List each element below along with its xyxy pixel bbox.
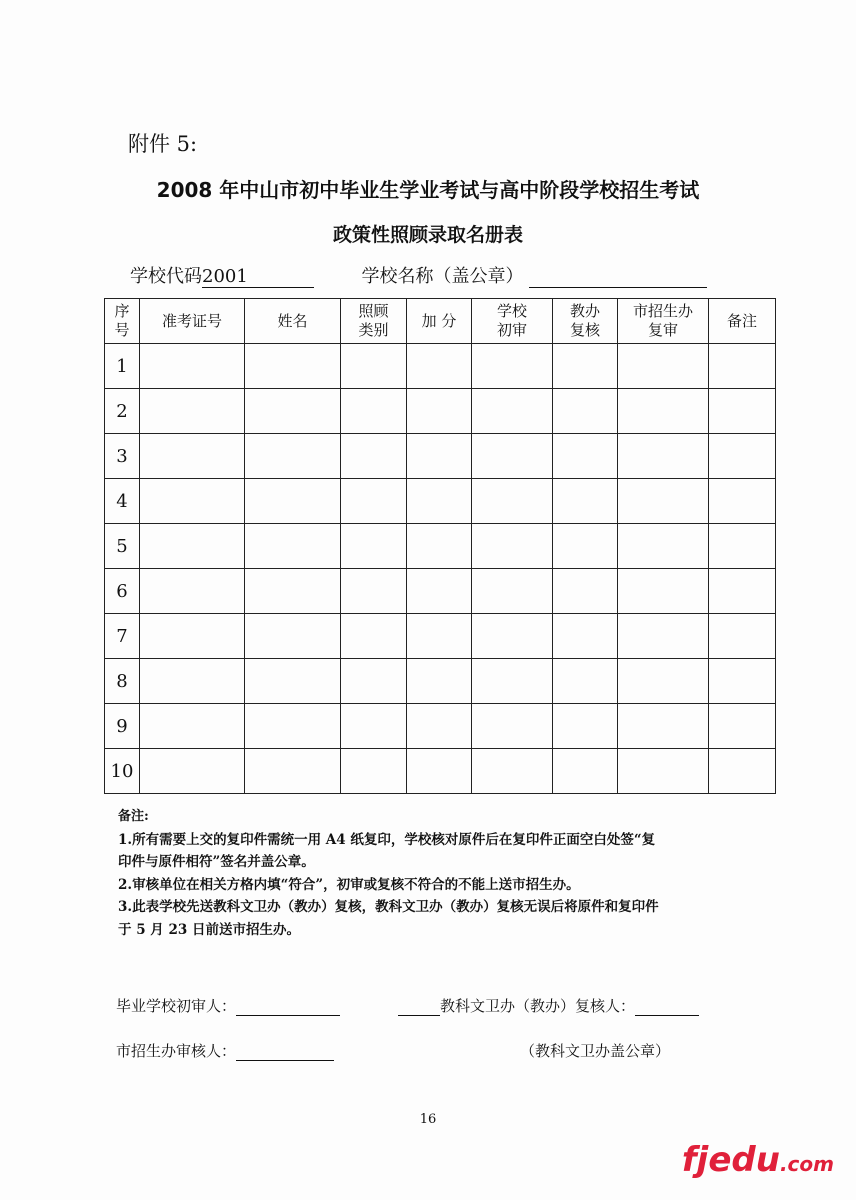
table-cell <box>553 659 618 704</box>
table-cell <box>140 614 245 659</box>
admission-table <box>104 298 776 794</box>
table-cell <box>407 614 472 659</box>
table-row <box>105 659 776 704</box>
bureau-reviewer-blank <box>635 999 699 1016</box>
table-cell <box>245 614 341 659</box>
table-cell <box>553 389 618 434</box>
table-cell <box>553 614 618 659</box>
table-cell <box>407 749 472 794</box>
table-cell <box>472 704 553 749</box>
school-reviewer-label: 毕业学校初审人： <box>116 997 237 1015</box>
table-cell <box>472 389 553 434</box>
column-header-text: 准考证号 <box>161 311 222 330</box>
table-cell <box>709 704 776 749</box>
table-cell <box>407 479 472 524</box>
column-header-text: 复审 <box>647 321 678 339</box>
school-code-value: 2001 <box>202 266 248 287</box>
table-cell <box>618 659 709 704</box>
column-header-text: 教办 <box>569 302 600 320</box>
table-cell <box>140 569 245 614</box>
table-cell <box>472 659 553 704</box>
column-header <box>140 299 245 344</box>
table-cell <box>140 659 245 704</box>
table-cell <box>245 479 341 524</box>
table-cell <box>245 704 341 749</box>
city-reviewer-line <box>116 1040 334 1061</box>
table-cell <box>140 344 245 389</box>
table-row <box>105 524 776 569</box>
row-number: 9 <box>105 704 140 749</box>
school-code-label: 学校代码 <box>130 266 202 287</box>
table-cell <box>618 614 709 659</box>
table-cell <box>553 749 618 794</box>
column-header-text: 备注 <box>726 311 757 330</box>
table-cell <box>341 479 407 524</box>
column-header <box>245 299 341 344</box>
row-number: 10 <box>105 749 140 794</box>
table-cell <box>407 434 472 479</box>
table-cell <box>709 659 776 704</box>
table-cell <box>553 344 618 389</box>
table-cell <box>140 524 245 569</box>
table-cell <box>553 569 618 614</box>
table-cell <box>472 344 553 389</box>
table-header-row <box>105 299 776 344</box>
table-row <box>105 749 776 794</box>
table-cell <box>709 614 776 659</box>
table-cell <box>472 614 553 659</box>
table-cell <box>618 524 709 569</box>
school-info-line <box>130 262 707 288</box>
attachment-label: 附件 5: <box>128 132 198 156</box>
table-row <box>105 479 776 524</box>
school-code-field <box>202 266 314 288</box>
table-row <box>105 389 776 434</box>
school-name-field <box>529 269 707 288</box>
row-number: 7 <box>105 614 140 659</box>
table-cell <box>618 344 709 389</box>
title-line-2: 政策性照顾录取名册表 <box>332 224 523 246</box>
column-header-text: 复核 <box>569 321 600 339</box>
bureau-stamp-note: （教科文卫办盖公章） <box>520 1042 671 1060</box>
table-cell <box>245 344 341 389</box>
table-cell <box>472 479 553 524</box>
table-cell <box>472 524 553 569</box>
table-cell <box>709 569 776 614</box>
table-cell <box>245 524 341 569</box>
table-cell <box>341 749 407 794</box>
table-row <box>105 344 776 389</box>
title-line-1: 2008 年中山市初中毕业生学业考试与高中阶段学校招生考试 <box>156 178 700 202</box>
column-header <box>472 299 553 344</box>
note-line: 印件与原件相符”签名并盖公章。 <box>118 854 315 870</box>
table-cell <box>472 434 553 479</box>
table-cell <box>553 434 618 479</box>
note-line: 1.所有需要上交的复印件需统一用 A4 纸复印，学校核对原件后在复印件正面空白处签“复 <box>118 831 656 848</box>
table-row <box>105 704 776 749</box>
table-cell <box>245 569 341 614</box>
column-header-text: 姓名 <box>277 311 308 330</box>
column-header <box>341 299 407 344</box>
table-cell <box>341 614 407 659</box>
watermark-logo: fjedu.com <box>681 1140 834 1180</box>
row-number: 3 <box>105 434 140 479</box>
column-header-text: 市招生办 <box>632 302 693 320</box>
table-cell <box>140 704 245 749</box>
city-reviewer-label: 市招生办审核人： <box>116 1042 237 1060</box>
table-cell <box>472 749 553 794</box>
school-reviewer-blank <box>236 999 340 1016</box>
row-number: 8 <box>105 659 140 704</box>
table-cell <box>341 704 407 749</box>
table-cell <box>553 479 618 524</box>
table-cell <box>709 389 776 434</box>
table-cell <box>245 434 341 479</box>
table-cell <box>140 434 245 479</box>
table-cell <box>407 344 472 389</box>
table-cell <box>341 659 407 704</box>
note-line: 2.审核单位在相关方格内填“符合”，初审或复核不符合的不能上送市招生办。 <box>118 876 580 893</box>
column-header <box>618 299 709 344</box>
table-cell <box>407 569 472 614</box>
row-number: 5 <box>105 524 140 569</box>
table-cell <box>618 569 709 614</box>
column-header <box>553 299 618 344</box>
column-header-text: 号 <box>114 321 130 339</box>
column-header-text: 加 分 <box>421 311 457 330</box>
table-row <box>105 569 776 614</box>
row-number: 1 <box>105 344 140 389</box>
column-header-text: 照顾 <box>358 302 389 320</box>
table-cell <box>245 659 341 704</box>
column-header <box>709 299 776 344</box>
note-line: 于 5 月 23 日前送市招生办。 <box>118 921 300 938</box>
table-cell <box>341 569 407 614</box>
table-cell <box>341 389 407 434</box>
table-cell <box>618 749 709 794</box>
table-cell <box>709 524 776 569</box>
city-reviewer-blank <box>236 1044 334 1061</box>
table-cell <box>709 479 776 524</box>
table-cell <box>618 434 709 479</box>
notes-section <box>118 806 659 941</box>
table-cell <box>341 434 407 479</box>
table-cell <box>618 389 709 434</box>
notes-heading: 备注: <box>118 809 149 824</box>
table-cell <box>407 704 472 749</box>
column-header-text: 初审 <box>496 321 527 339</box>
column-header <box>105 299 140 344</box>
column-header-text: 类别 <box>358 321 389 339</box>
table-row <box>105 434 776 479</box>
row-number: 6 <box>105 569 140 614</box>
column-header-text: 序 <box>114 302 130 320</box>
table-cell <box>140 479 245 524</box>
table-cell <box>245 749 341 794</box>
row-number: 2 <box>105 389 140 434</box>
table-row <box>105 614 776 659</box>
bureau-prefix-blank <box>398 999 440 1016</box>
column-header <box>407 299 472 344</box>
table-cell <box>709 749 776 794</box>
table-cell <box>618 704 709 749</box>
table-cell <box>341 344 407 389</box>
school-name-label: 学校名称（盖公章） <box>361 266 524 287</box>
row-number: 4 <box>105 479 140 524</box>
page-number: 16 <box>419 1112 437 1127</box>
table-cell <box>407 524 472 569</box>
table-cell <box>140 749 245 794</box>
bureau-reviewer-line <box>398 995 699 1016</box>
table-cell <box>407 659 472 704</box>
table-cell <box>245 389 341 434</box>
column-header-text: 学校 <box>496 302 527 320</box>
table-cell <box>618 479 709 524</box>
table-cell <box>140 389 245 434</box>
bureau-reviewer-label: 教科文卫办（教办）复核人： <box>440 997 636 1015</box>
table-cell <box>709 434 776 479</box>
note-line: 3.此表学校先送教科文卫办（教办）复核，教科文卫办（教办）复核无误后将原件和复印件 <box>118 899 659 915</box>
table-cell <box>472 569 553 614</box>
table-cell <box>553 524 618 569</box>
table-cell <box>341 524 407 569</box>
table-cell <box>709 344 776 389</box>
table-cell <box>553 704 618 749</box>
table-cell <box>407 389 472 434</box>
school-reviewer-line <box>116 995 340 1016</box>
